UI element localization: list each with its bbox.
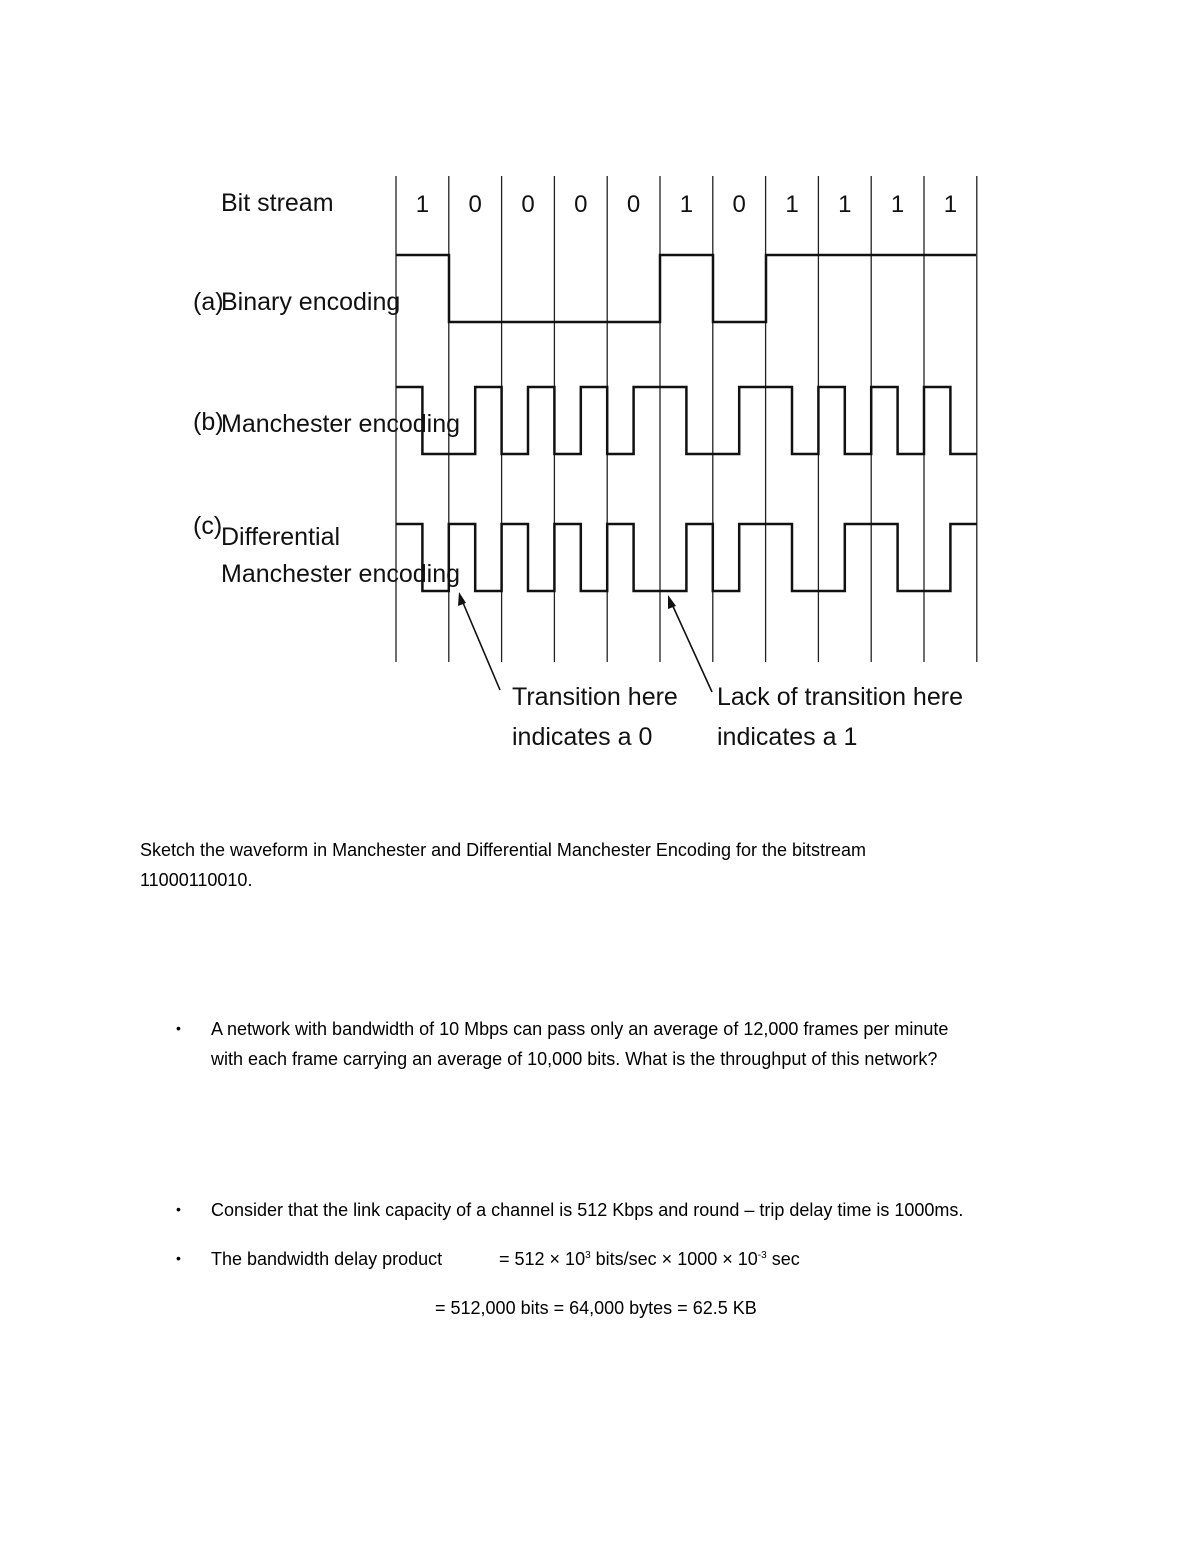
label-binary-encoding: Binary encoding [221,288,401,316]
manchester-encoding-waveform [396,387,977,454]
bit-value: 1 [415,191,430,218]
eq-part-b: bits/sec × 1000 × 10 [590,1249,758,1269]
note-no-transition-line2: indicates a 1 [717,723,858,751]
note-no-transition-line1: Lack of transition here [717,683,963,711]
arrow-line-no-transition [671,602,712,692]
bdp-result: = 512,000 bits = 64,000 bytes = 62.5 KB [435,1298,757,1318]
arrow-line-transition [461,598,500,690]
bit-value: 1 [890,191,905,218]
note-transition-line2: indicates a 0 [512,723,653,751]
eq-part-c: sec [766,1249,800,1269]
question-paragraph [140,835,866,895]
eq-part-a: = 512 × 10 [499,1249,586,1269]
bit-value: 1 [943,191,958,218]
label-b-prefix: (b) [193,408,224,436]
eq-exponent-2: -3 [757,1250,767,1261]
label-c-prefix: (c) [193,512,223,540]
bullet-1-line-1: A network with bandwidth of 10 Mbps can pass only an average of 12,000 frames per minute [211,1019,949,1039]
bullet-3: • [176,1250,181,1266]
bullet-1-line-2: with each frame carrying an average of 10,000 bits. What is the throughput of this network? [211,1049,938,1069]
bullet-2: • [176,1201,181,1217]
bit-value: 1 [785,191,799,218]
question-line-1: Sketch the waveform in Manchester and Differential Manchester Encoding for the bitstream [140,840,867,860]
bullet-text-bdp-equation [499,1244,800,1274]
eq-exponent-1: 3 [585,1250,591,1261]
bit-stream-values [416,191,957,218]
label-manchester-encoding-2: Manchester encoding [221,560,461,588]
arrow-head-transition [458,592,466,606]
label-differential: Differential [221,523,341,551]
label-manchester-encoding: Manchester encoding [221,410,461,438]
label-bit-stream: Bit stream [221,189,334,217]
bullet-text-throughput [211,1014,948,1074]
question-line-2: 11000110010. [140,870,253,890]
bit-value: 0 [468,191,482,218]
bullet-text-link-capacity: Consider that the link capacity of a channel is 512 Kbps and round – trip delay time is 1000ms. [211,1200,964,1220]
binary-encoding-waveform [396,255,976,322]
differential-manchester-waveform [396,524,977,591]
bit-value: 1 [679,191,694,218]
bit-value: 0 [521,191,535,218]
bullet-text-bdp-label: The bandwidth delay product [211,1249,443,1269]
bullet-1: • [176,1020,181,1036]
bit-value: 1 [838,191,852,218]
bit-value: 0 [732,191,746,218]
note-transition-line1: Transition here [512,683,678,711]
bit-value: 0 [626,191,641,218]
label-a-prefix: (a) [193,288,224,316]
arrow-head-no-transition [668,595,676,609]
bit-value: 0 [574,191,588,218]
